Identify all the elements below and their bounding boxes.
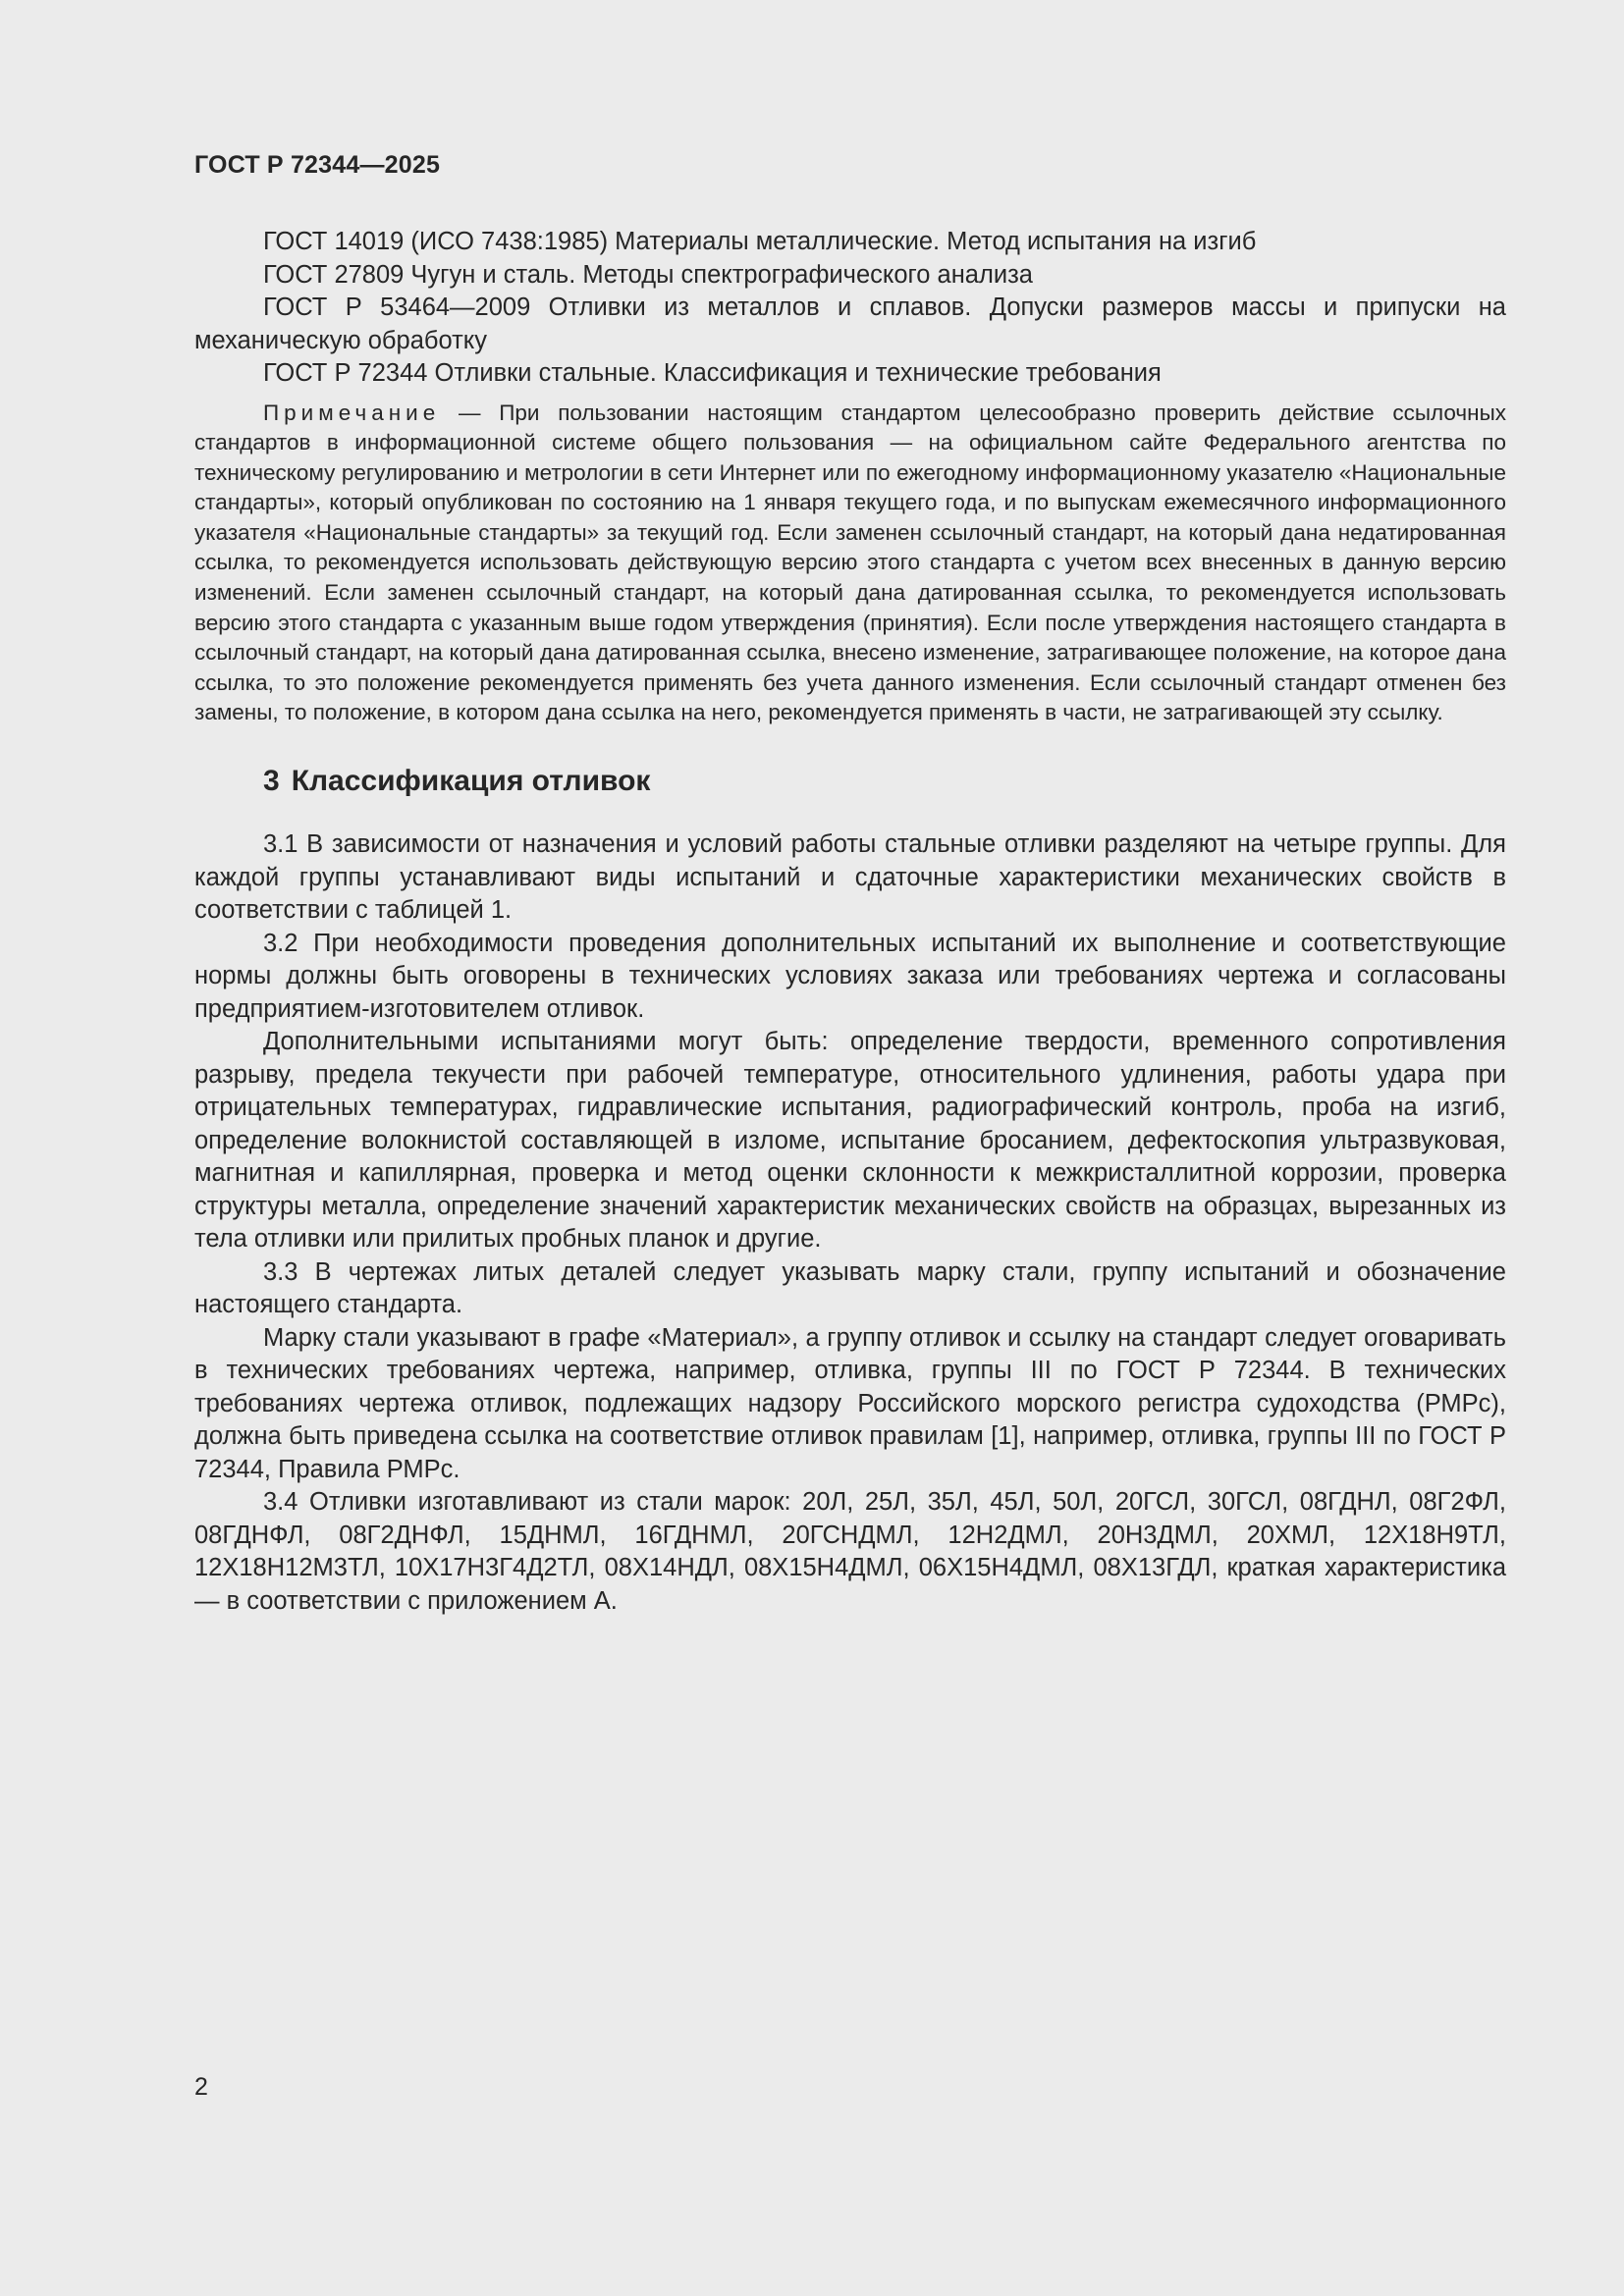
reference-item: ГОСТ Р 72344 Отливки стальные. Классификация и технические требования — [263, 359, 1162, 387]
paragraph-3-1: 3.1 В зависимости от назначения и условий работы стальные отливки разделяют на четыре группы. Для каждой группы устанавливают виды испытаний и сдаточные характеристики механических свойств в соответствии с таблицей 1. — [194, 830, 1506, 925]
paragraph-steel-grade-marking: Марку стали указывают в графе «Материал», а группу отливок и ссылку на стандарт следует оговаривать в технических требованиях чертежа, например, отливка, группы III по ГОСТ Р 72344. В технических требованиях чертежа отливок, подлежащих надзору Российского морского регистра судоходства (РМРс), должна быть приведена ссылка на соответствие отливок правилам [1], например, отливка, группы III по ГОСТ Р 72344, Правила РМРс. — [194, 1323, 1506, 1483]
document-body — [194, 226, 1506, 1618]
paragraph-3-4: 3.4 Отливки изготавливают из стали марок: 20Л, 25Л, 35Л, 45Л, 50Л, 20ГСЛ, 30ГСЛ, 08ГДНЛ, 08Г2ФЛ, 08ГДНФЛ, 08Г2ДНФЛ, 15ДНМЛ, 16ГДНМЛ, 20ГСНДМЛ, 12Н2ДМЛ, 20Н3ДМЛ, 20ХМЛ, 12Х18Н9ТЛ, 12Х18Н12М3ТЛ, 10Х17Н3Г4Д2ТЛ, 08Х14НДЛ, 08Х15Н4ДМЛ, 06Х15Н4ДМЛ, 08Х13ГДЛ, краткая характеристика — в соответствии с приложением А. — [194, 1488, 1506, 1615]
page-number: 2 — [194, 2073, 208, 2101]
note-text: — При пользовании настоящим стандартом целесообразно проверить действие ссылочных стандартов в информационной системе общего пользования — на официальном сайте Федерального агентства по техническому регулированию и метрологии в сети Интернет или по ежегодному информационному указателю «Национальные стандарты», который опубликован по состоянию на 1 января текущего года, и по выпускам ежемесячного информационного указателя «Национальные стандарты» за текущий год. Если заменен ссылочный стандарт, на который дана недатированная ссылка, то рекомендуется использовать действующую версию этого стандарта с учетом всех внесенных в данную версию изменений. Если заменен ссылочный стандарт, на который дана датированная ссылка, то рекомендуется использовать версию этого стандарта с указанным выше годом утверждения (принятия). Если после утверждения настоящего стандарта в ссылочный стандарт, на который дана датированная ссылка, внесено изменение, затрагивающее положение, на которое дана ссылка, то это положение рекомендуется применять без учета данного изменения. Если ссылочный стандарт отменен без замены, то положение, в котором дана ссылка на него, рекомендуется применять в части, не затрагивающей эту ссылку. — [194, 400, 1506, 725]
note-label: Примечание — [263, 400, 441, 425]
paragraph-additional-tests: Дополнительными испытаниями могут быть: определение твердости, временного сопротивления разрыву, предела текучести при рабочей температуре, относительного удлинения, работы удара при отрицательных температурах, гидравлические испытания, радиографический контроль, проба на изгиб, определение волокнистой составляющей в изломе, испытание бросанием, дефектоскопия ультразвуковая, магнитная и капиллярная, проверка и метод оценки склонности к межкристаллитной коррозии, проверка структуры металла, определение значений характеристик механических свойств на образцах, вырезанных из тела отливки или прилитых пробных планок и другие. — [194, 1028, 1506, 1254]
section-heading — [263, 765, 1506, 798]
reference-item: ГОСТ Р 53464—2009 Отливки из металлов и сплавов. Допуски размеров массы и припуски на механическую обработку — [194, 294, 1506, 354]
section-title: Классификация отливок — [291, 765, 651, 798]
reference-item: ГОСТ 27809 Чугун и сталь. Методы спектрографического анализа — [263, 260, 1033, 289]
paragraph-3-2: 3.2 При необходимости проведения дополнительных испытаний их выполнение и соответствующие нормы должны быть оговорены в технических условиях заказа или требованиях чертежа и согласованы предприятием-изготовителем отливок. — [194, 929, 1506, 1023]
paragraph-3-3: 3.3 В чертежах литых деталей следует указывать марку стали, группу испытаний и обозначение настоящего стандарта. — [194, 1257, 1506, 1319]
section-number: 3 — [263, 765, 280, 798]
reference-item: ГОСТ 14019 (ИСО 7438:1985) Материалы металлические. Метод испытания на изгиб — [263, 228, 1257, 255]
document-header: ГОСТ Р 72344—2025 — [194, 151, 441, 179]
note-paragraph — [194, 399, 1506, 729]
